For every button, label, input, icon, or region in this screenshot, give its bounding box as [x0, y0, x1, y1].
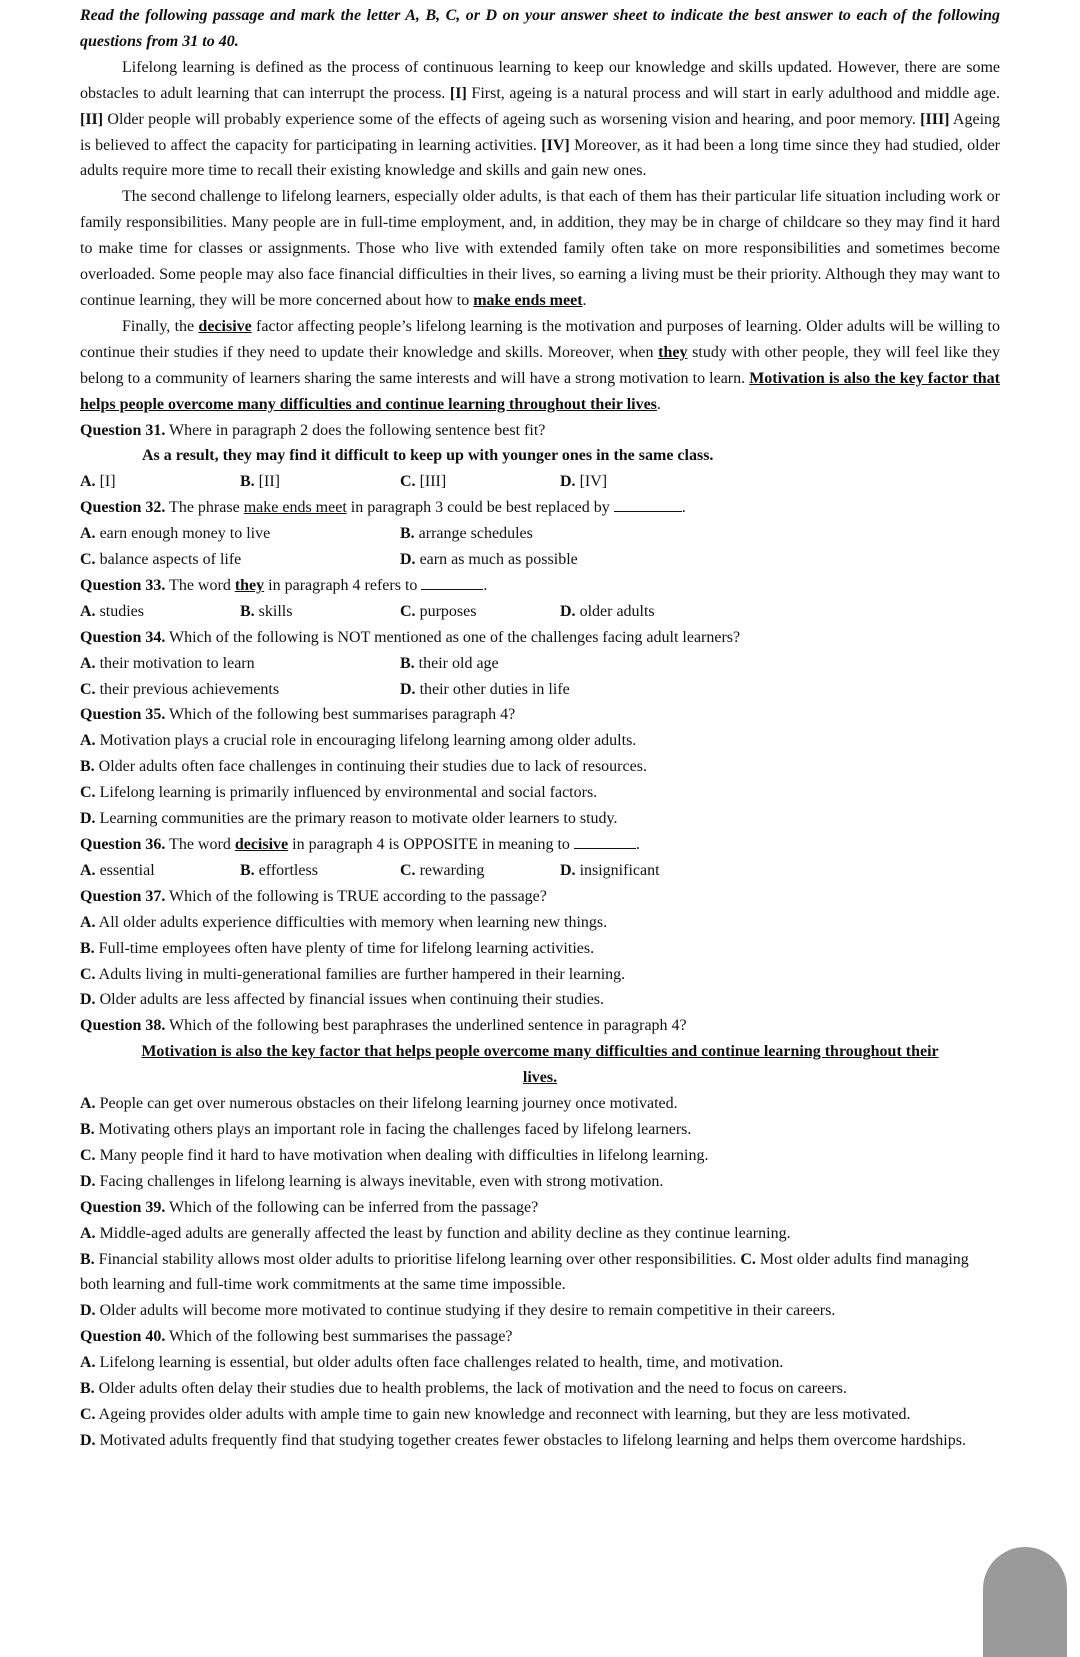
option-d: D. their other duties in life — [400, 680, 570, 698]
option-b: B. effortless — [240, 861, 318, 879]
option-b: B. their old age — [400, 654, 499, 672]
underlined-sentence-motivation: Motivation is also the key factor that helps people overcome many difficulties and continue learning throughout their lives — [80, 369, 1001, 413]
answer-blank — [574, 834, 636, 849]
option-c: C. Adults living in multi-generational families are further hampered in their learning. — [80, 965, 626, 983]
option-b: B. Older adults often delay their studies due to health problems, the lack of motivation and the need to focus on careers. — [80, 1380, 847, 1398]
marker-3: [III] — [920, 110, 950, 128]
question-38: Question 38. Which of the following best paraphrases the underlined sentence in paragraph 4? Motivation is also the key factor that helps people overcome many difficulties and continue learning throughout their lives. A. People can get over numerous obstacles on their lifelong learning journey once motivated. B. Motivating others plays an important role in facing the challenges faced by lifelong learners. C. Many people find it hard to have motivation when dealing with difficulties in lifelong learning. D. Facing challenges in lifelong learning is always inevitable, even with strong motivation. — [80, 1013, 1000, 1194]
option-d: D. Older adults will become more motivated to continue studying if they desire to remain competitive in their careers. — [80, 1302, 836, 1320]
marker-1: [I] — [449, 84, 467, 102]
passage-paragraph-2: The second challenge to lifelong learners, especially older adults, is that each of them has their particular life situation including work or family responsibilities. Many people are in full-time employment, and, in addition, they may be in charge of childcare so they may find it hard to make time for classes or assignments. Those who live with extended family often take on more responsibilities and sometimes become overloaded. Some people may also face financial difficulties in their lives, so earning a living must be their priority. Although they may want to continue learning, they will be more concerned about how to make ends meet. — [80, 188, 1000, 309]
quoted-sentence: Motivation is also the key factor that helps people overcome many difficulties and continue learning throughout their — [141, 1043, 939, 1061]
floating-action-button[interactable] — [983, 1547, 1067, 1657]
option-b: B. Older adults often face challenges in continuing their studies due to lack of resources. — [80, 758, 647, 776]
option-d: D. insignificant — [560, 861, 660, 879]
option-b-c: B. Financial stability allows most older adults to prioritise lifelong learning over other responsibilities. C. Most older adults find managing both learning and full-time work commitments at the same time impossible. — [80, 1250, 969, 1294]
option-b: B. skills — [240, 602, 293, 620]
option-a: A. essential — [80, 861, 155, 879]
option-a: A. People can get over numerous obstacles on their lifelong learning journey once motivated. — [80, 1095, 678, 1113]
underlined-phrase-make-ends-meet: make ends meet — [473, 291, 583, 309]
question-37: Question 37. Which of the following is TRUE according to the passage? A. All older adults experience difficulties with memory when learning new things. B. Full-time employees often have plenty of time for lifelong learning activities. C. Adults living in multi-generational families are further hampered in their learning. D. Older adults are less affected by financial issues when continuing their studies. — [80, 884, 1000, 1014]
question-40: Question 40. Which of the following best summarises the passage? A. Lifelong learning is essential, but older adults often face challenges related to health, time, and motivation. B. Older adults often delay their studies due to health problems, the lack of motivation and the need to focus on careers. C. Ageing provides older adults with ample time to gain new knowledge and reconnect with learning, but they are less motivated. D. Motivated adults frequently find that studying together creates fewer obstacles to lifelong learning and helps them overcome hardships. — [80, 1324, 1000, 1454]
option-c: C. Lifelong learning is primarily influenced by environmental and social factors. — [80, 784, 598, 802]
option-b: B. [II] — [240, 473, 280, 491]
option-d: D. Older adults are less affected by financial issues when continuing their studies. — [80, 991, 605, 1009]
option-b: B. Motivating others plays an important role in facing the challenges faced by lifelong learners. — [80, 1120, 692, 1138]
option-c: C. Ageing provides older adults with ample time to gain new knowledge and reconnect with learning, but they are less motivated. — [80, 1405, 911, 1423]
underlined-word-they: they — [658, 343, 688, 361]
option-b: B. Full-time employees often have plenty of time for lifelong learning activities. — [80, 939, 595, 957]
option-c: C. [III] — [400, 473, 447, 491]
question-35: Question 35. Which of the following best summarises paragraph 4? A. Motivation plays a crucial role in encouraging lifelong learning among older adults. B. Older adults often face challenges in continuing their studies due to lack of resources. C. Lifelong learning is primarily influenced by environmental and social factors. D. Learning communities are the primary reason to motivate older learners to study. — [80, 702, 1000, 832]
question-33: Question 33. The word they in paragraph 4 refers to . A. studies B. skills C. purposes D. older adults — [80, 573, 1000, 625]
instructions: Read the following passage and mark the letter A, B, C, or D on your answer sheet to indicate the best answer to each of the following questions from 31 to 40. — [80, 7, 1000, 50]
option-c: C. rewarding — [400, 861, 485, 879]
option-a: A. Lifelong learning is essential, but older adults often face challenges related to health, time, and motivation. — [80, 1354, 784, 1372]
passage-paragraph-1: Lifelong learning is defined as the process of continuous learning to keep our knowledge and skills updated. However, there are some obstacles to adult learning that can interrupt the process. [I] First, ageing is a natural process and will start in early adulthood and middle age. [II] Older people will probably experience some of the effects of ageing such as worsening vision and hearing, and poor memory. [III] Ageing is believed to affect the capacity for participating in learning activities. [IV] Moreover, as it had been a long time since they had studied, older adults require more time to recall their existing knowledge and skills and gain new ones. — [80, 58, 1001, 180]
option-a: A. their motivation to learn — [80, 654, 255, 672]
question-36: Question 36. The word decisive in paragraph 4 is OPPOSITE in meaning to . A. essential B. effortless C. rewarding D. insignificant — [80, 832, 1000, 884]
option-c: C. balance aspects of life — [80, 551, 242, 569]
option-a: A. studies — [80, 602, 145, 620]
option-d: D. earn as much as possible — [400, 551, 578, 569]
underlined-word-decisive: decisive — [198, 317, 252, 335]
option-a: A. [I] — [80, 473, 116, 491]
option-d: D. Facing challenges in lifelong learning is always inevitable, even with strong motivation. — [80, 1172, 664, 1190]
question-31: Question 31. Where in paragraph 2 does the following sentence best fit? As a result, they may find it difficult to keep up with younger ones in the same class. A. [I] B. [II] C. [III] D. [IV] — [80, 418, 1000, 496]
question-39: Question 39. Which of the following can be inferred from the passage? A. Middle-aged adults are generally affected the least by function and ability decline as they continue learning. B. Financial stability allows most older adults to prioritise lifelong learning over other responsibilities. C. Most older adults find managing both learning and full-time work commitments at the same time impossible. D. Older adults will become more motivated to continue studying if they desire to remain competitive in their careers. — [80, 1195, 1000, 1325]
marker-2: [II] — [80, 110, 104, 128]
option-a: A. Middle-aged adults are generally affected the least by function and ability decline as they continue learning. — [80, 1224, 791, 1242]
option-c: C. purposes — [400, 602, 477, 620]
quoted-sentence-end: lives. — [522, 1069, 558, 1087]
option-a: A. earn enough money to live — [80, 525, 271, 543]
option-d: D. [IV] — [560, 473, 608, 491]
option-a: A. Motivation plays a crucial role in encouraging lifelong learning among older adults. — [80, 732, 637, 750]
option-a: A. All older adults experience difficulties with memory when learning new things. — [80, 913, 608, 931]
option-c: C. Many people find it hard to have motivation when dealing with difficulties in lifelong learning. — [80, 1146, 709, 1164]
insert-sentence: As a result, they may find it difficult to keep up with younger ones in the same class. — [142, 447, 714, 465]
marker-4: [IV] — [541, 136, 570, 154]
option-c: C. their previous achievements — [80, 680, 280, 698]
option-d: D. Learning communities are the primary reason to motivate older learners to study. — [80, 810, 618, 828]
worksheet-page — [80, 3, 1000, 1454]
option-d: D. Motivated adults frequently find that studying together creates fewer obstacles to lifelong learning and helps them overcome hardships. — [80, 1431, 966, 1449]
question-34: Question 34. Which of the following is NOT mentioned as one of the challenges facing adult learners? A. their motivation to learn B. their old age C. their previous achievements D. their other duties in life — [80, 625, 1000, 703]
answer-blank — [421, 575, 483, 590]
answer-blank — [614, 497, 682, 512]
option-d: D. older adults — [560, 602, 655, 620]
passage-paragraph-3: Finally, the decisive factor affecting people’s lifelong learning is the motivation and purposes of learning. Older adults will be willing to continue their studies if they need to update their knowledge and skills. Moreover, when they study with other people, they will feel like they belong to a community of learners sharing the same interests and will have a strong motivation to learn. Motivation is also the key factor that helps people overcome many difficulties and continue learning throughout their lives. — [80, 317, 1001, 413]
option-b: B. arrange schedules — [400, 525, 533, 543]
question-32: Question 32. The phrase make ends meet in paragraph 3 could be best replaced by . A. earn enough money to live B. arrange schedules C. balance aspects of life D. earn as much as possible — [80, 495, 1000, 573]
